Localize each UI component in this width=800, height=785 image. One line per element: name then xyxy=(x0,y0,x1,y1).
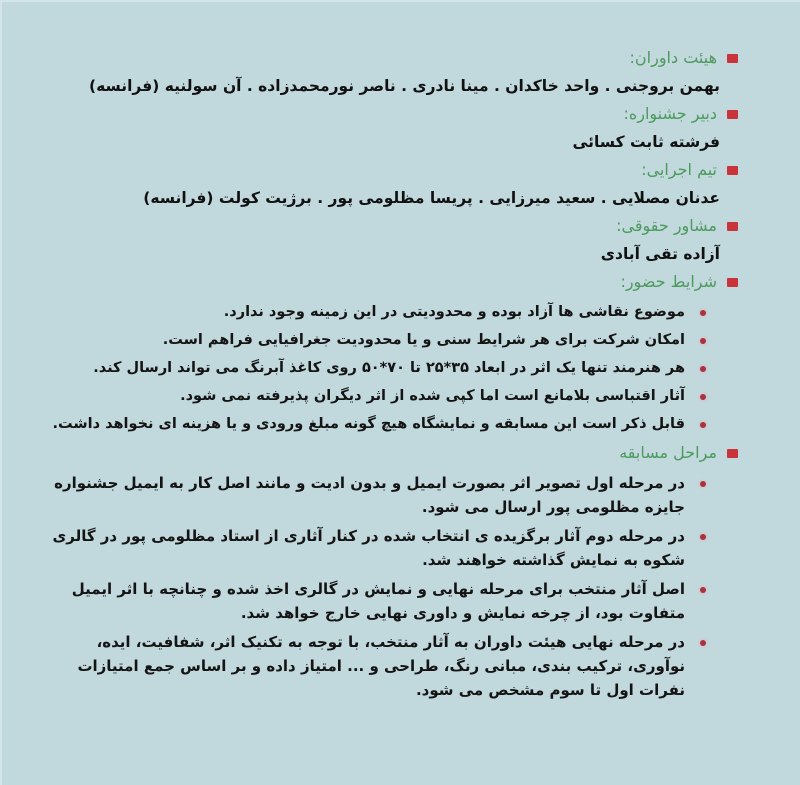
list-item: موضوع نقاشی ها آزاد بوده و محدودیتی در این زمینه وجود ندارد. xyxy=(40,300,750,325)
list-item: در مرحله نهایی هیئت داوران به آثار منتخب، با توجه به تکنیک اثر، شفافیت، ایده، نوآوری، ترکیب بندی، مبانی رنگ، طراحی و ... امتیاز داده و بر اساس جمع امتیازات نفرات اول تا سوم مشخص می شود. xyxy=(40,630,750,702)
secretary-heading xyxy=(40,102,738,126)
square-bullet-icon xyxy=(727,54,738,63)
list-item: در مرحله اول تصویر اثر بصورت ایمیل و بدون ادیت و مانند اصل کار به ایمیل جشنواره جایزه مظلومی پور ارسال می شود. xyxy=(40,471,750,519)
jury-heading xyxy=(40,46,738,70)
executive-team-title: تیم اجرایی: xyxy=(641,160,717,179)
executive-team-members: عدنان مصلایی . سعید میرزایی . پریسا مظلومی پور . برژیت کولت (فرانسه) xyxy=(143,189,720,207)
round-bullet-icon xyxy=(700,481,706,487)
square-bullet-icon xyxy=(727,449,738,458)
round-bullet-icon xyxy=(700,640,706,646)
stages-heading xyxy=(40,441,738,465)
round-bullet-icon xyxy=(700,534,706,540)
secretary-title: دبیر جشنواره: xyxy=(623,104,717,123)
round-bullet-icon xyxy=(700,422,706,428)
jury-members: بهمن بروجنی . واحد خاکدان . مینا نادری . ناصر نورمحمدزاده . آن سولنیه (فرانسه) xyxy=(89,77,720,95)
stages-list xyxy=(40,471,750,702)
conditions-title: شرایط حضور: xyxy=(620,272,717,291)
list-item: آثار اقتباسی بلامانع است اما کپی شده از اثر دیگران پذیرفته نمی شود. xyxy=(40,384,750,409)
executive-team-heading xyxy=(40,158,738,182)
square-bullet-icon xyxy=(727,110,738,119)
list-item: قابل ذکر است این مسابقه و نمایشگاه هیچ گونه مبلغ ورودی و یا هزینه ای نخواهد داشت. xyxy=(40,412,750,437)
list-item: در مرحله دوم آثار برگزیده ی انتخاب شده در کنار آثاری از استاد مظلومی پور در گالری شکوه به نمایش گذاشته خواهند شد. xyxy=(40,524,750,572)
round-bullet-icon xyxy=(700,338,706,344)
square-bullet-icon xyxy=(727,166,738,175)
square-bullet-icon xyxy=(727,278,738,287)
round-bullet-icon xyxy=(700,587,706,593)
legal-advisor-title: مشاور حقوقی: xyxy=(616,216,717,235)
jury-title: هیئت داوران: xyxy=(629,48,717,67)
festival-info-document xyxy=(40,46,750,707)
list-item: اصل آثار منتخب برای مرحله نهایی و نمایش در گالری اخذ شده و چنانچه با اثر ایمیل متفاوت بود، از چرخه نمایش و داوری نهایی خارج خواهد شد. xyxy=(40,577,750,625)
list-item: هر هنرمند تنها یک اثر در ابعاد ۳۵*۲۵ تا ۷۰*۵۰ روی کاغذ آبرنگ می تواند ارسال کند. xyxy=(40,356,750,381)
round-bullet-icon xyxy=(700,366,706,372)
conditions-list xyxy=(40,300,750,437)
round-bullet-icon xyxy=(700,310,706,316)
square-bullet-icon xyxy=(727,222,738,231)
legal-advisor-heading xyxy=(40,214,738,238)
stages-title: مراحل مسابقه xyxy=(619,443,717,462)
secretary-name: فرشته ثابت کسائی xyxy=(572,133,720,151)
legal-advisor-name: آزاده تقی آبادی xyxy=(600,245,720,263)
conditions-heading xyxy=(40,270,738,294)
list-item: امکان شرکت برای هر شرایط سنی و یا محدودیت جغرافیایی فراهم است. xyxy=(40,328,750,353)
round-bullet-icon xyxy=(700,394,706,400)
